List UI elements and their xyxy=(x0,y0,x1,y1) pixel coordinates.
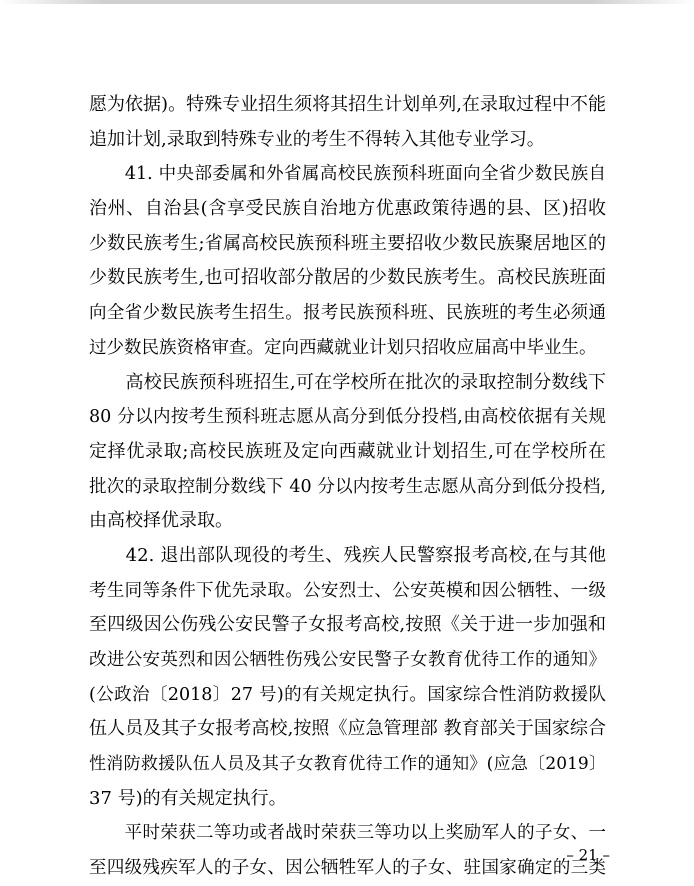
text-line: 至四级因公伤残公安民警子女报考高校,按照《关于进一步加强和 xyxy=(89,614,606,636)
text-line: 考生同等条件下优先录取。公安烈士、公安英模和因公牺牲、一级 xyxy=(89,580,606,601)
text-line: 性消防救援队伍人员及其子女教育优待工作的通知》(应急〔2019〕 xyxy=(89,754,606,775)
text-line: 过少数民族资格审查。定向西藏就业计划只招收应届高中毕业生。 xyxy=(89,337,597,358)
text-line: (公政治〔2018〕27 号)的有关规定执行。国家综合性消防救援队 xyxy=(89,684,606,705)
text-line: 批次的录取控制分数线下 40 分以内按考生志愿从高分到低分投档, xyxy=(89,476,606,497)
page-number: – 21 – xyxy=(566,846,610,864)
text-line: 少数民族考生;省属高校民族预科班主要招收少数民族聚居地区的 xyxy=(89,232,606,254)
text-line: 平时荣获二等功或者战时荣获三等功以上奖励军人的子女、一 xyxy=(89,823,606,844)
text-line: 42. 退出部队现役的考生、残疾人民警察报考高校,在与其他 xyxy=(89,544,606,566)
text-line: 治州、自治县(含享受民族自治地方优惠政策待遇的县、区)招收 xyxy=(89,198,606,220)
text-line: 高校民族预科班招生,可在学校所在批次的录取控制分数线下 xyxy=(89,371,606,393)
body-text xyxy=(89,88,606,886)
text-line: 少数民族考生,也可招收部分散居的少数民族考生。高校民族班面 xyxy=(89,267,606,289)
text-line: 改进公安英烈和因公牺牲伤残公安民警子女教育优待工作的通知》 xyxy=(89,650,606,670)
text-line: 愿为依据)。特殊专业招生须将其招生计划单列,在录取过程中不能 xyxy=(89,94,606,115)
text-line: 至四级残疾军人的子女、因公牺牲军人的子女、驻国家确定的三类 xyxy=(89,858,606,879)
text-line: 追加计划,录取到特殊专业的考生不得转入其他专业学习。 xyxy=(89,128,545,150)
text-line: 向全省少数民族考生招生。报考民族预科班、民族班的考生必须通 xyxy=(89,303,606,324)
text-line: 41. 中央部委属和外省属高校民族预科班面向全省少数民族自 xyxy=(89,164,606,185)
top-edge-rule xyxy=(0,0,694,4)
text-line: 伍人员及其子女报考高校,按照《应急管理部 教育部关于国家综合 xyxy=(89,718,606,740)
text-line: 定择优录取;高校民族班及定向西藏就业计划招生,可在学校所在 xyxy=(89,440,606,462)
text-line: 由高校择优录取。 xyxy=(89,510,233,532)
text-line: 37 号)的有关规定执行。 xyxy=(89,787,287,809)
text-line: 80 分以内按考生预科班志愿从高分到低分投档,由高校依据有关规 xyxy=(89,407,606,428)
